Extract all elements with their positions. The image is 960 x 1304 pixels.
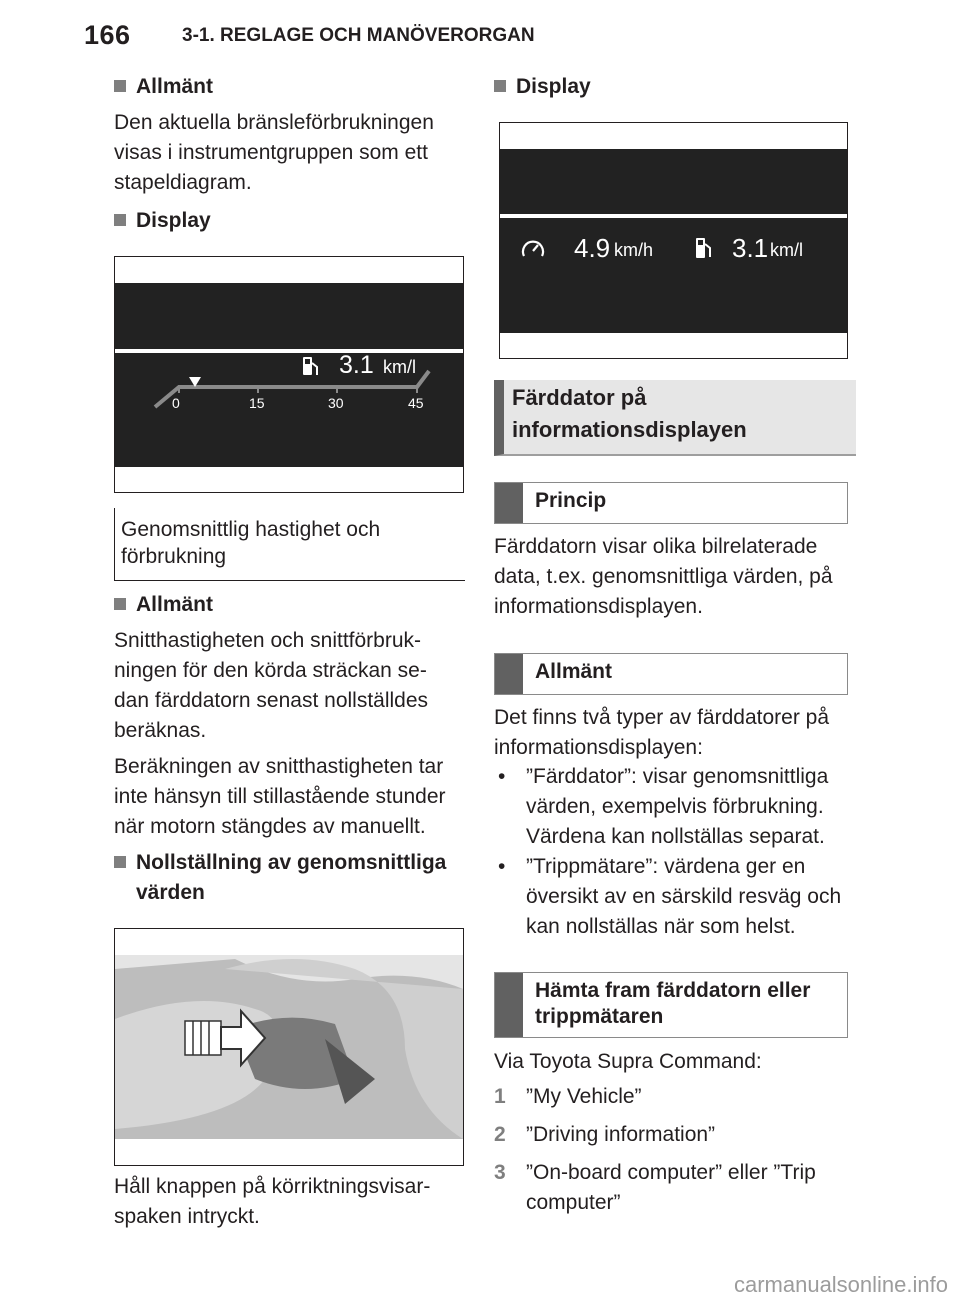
paragraph-principle: Färddatorn visar olika bilrelaterade data, t.ex. genomsnittliga värden, på informationsdisplayen. bbox=[494, 535, 833, 618]
fuel-pump-icon bbox=[694, 236, 714, 262]
fuel-unit: km/l bbox=[770, 240, 803, 260]
speedometer-icon bbox=[520, 236, 546, 262]
steps-list bbox=[494, 1082, 816, 1218]
fuel-bar-display-image bbox=[114, 256, 464, 493]
paragraph-hold-button: Håll knappen på körriktningsvisar- spaken intryckt. bbox=[114, 1175, 431, 1228]
bullet-square-icon bbox=[114, 214, 126, 226]
subheading-open-trip-computer: Hämta fram färddatorn eller trippmätaren bbox=[494, 972, 848, 1038]
tick-label: 45 bbox=[408, 395, 424, 411]
bullet-square-icon bbox=[114, 856, 126, 868]
bullet-square-icon bbox=[114, 80, 126, 92]
list-item: • ”Trippmätare”: värdena ger en översikt av en särskild resväg och kan nollställas när som helst. bbox=[498, 855, 842, 938]
tick-label: 30 bbox=[328, 395, 344, 411]
fuel-pump-icon bbox=[301, 355, 321, 379]
heading-display-2: Display bbox=[494, 72, 591, 102]
watermark: carmanualsonline.info bbox=[733, 1272, 948, 1297]
heading-allmant-1: Allmänt bbox=[114, 72, 213, 102]
bullet-list bbox=[494, 762, 841, 942]
image-caption: Genomsnittlig hastighet och förbrukning bbox=[121, 518, 381, 568]
speed-fuel-display-image bbox=[499, 122, 848, 359]
step-item: 1 ”My Vehicle” bbox=[494, 1085, 642, 1108]
subheading-tab bbox=[495, 973, 523, 1037]
subheading-allmant: Allmänt bbox=[494, 653, 848, 695]
paragraph-via-command: Via Toyota Supra Command: bbox=[494, 1050, 762, 1073]
bullet-square-icon bbox=[114, 598, 126, 610]
fuel-unit: km/l bbox=[383, 357, 416, 377]
step-item: 2 ”Driving information” bbox=[494, 1123, 716, 1146]
subheading-tab bbox=[495, 654, 523, 694]
subheading-tab bbox=[495, 483, 523, 523]
speed-value: 4.9 bbox=[574, 233, 611, 263]
speed-unit: km/h bbox=[614, 240, 654, 260]
paragraph-standstill: Beräkningen av snitthastigheten tar inte hänsyn till stillastående stunder när motorn stängdes av manuellt. bbox=[114, 755, 446, 838]
section-heading-trip-computer: Färddator på informationsdisplayen bbox=[494, 380, 856, 456]
heading-reset-averages: Nollställning av genomsnittliga värden bbox=[114, 848, 446, 908]
tick-label: 15 bbox=[249, 395, 265, 411]
paragraph-average-calc: Snitthastigheten och snittförbruk- ningen för den körda sträckan se- dan färddatorn senast nollställdes beräknas. bbox=[114, 629, 429, 742]
heading-allmant-2: Allmänt bbox=[114, 590, 213, 620]
image-caption-box bbox=[114, 508, 465, 581]
heading-display-1: Display bbox=[114, 206, 211, 236]
bullet-square-icon bbox=[494, 80, 506, 92]
step-item: 3 ”On-board computer” eller ”Trip computer” bbox=[494, 1161, 816, 1214]
paragraph-two-types: Det finns två typer av färddatorer på informationsdisplayen: bbox=[494, 706, 830, 759]
stalk-illustration bbox=[115, 929, 463, 1165]
chapter-title: 3-1. REGLAGE OCH MANÖVERORGAN bbox=[182, 25, 535, 46]
turn-signal-stalk-image bbox=[114, 928, 464, 1166]
subheading-princip: Princip bbox=[494, 482, 848, 524]
page-number: 166 bbox=[84, 20, 131, 50]
fuel-value: 3.1 bbox=[732, 233, 769, 263]
tick-label: 0 bbox=[172, 395, 180, 411]
list-item: • ”Färddator”: visar genomsnittliga värden, exempelvis förbrukning. Värdena kan nollställas separat. bbox=[498, 765, 829, 848]
paragraph-fuel-info: Den aktuella bränsleförbrukningen visas i instrumentgruppen som ett stapeldiagram. bbox=[114, 111, 434, 194]
fuel-value: 3.1 bbox=[339, 351, 374, 379]
